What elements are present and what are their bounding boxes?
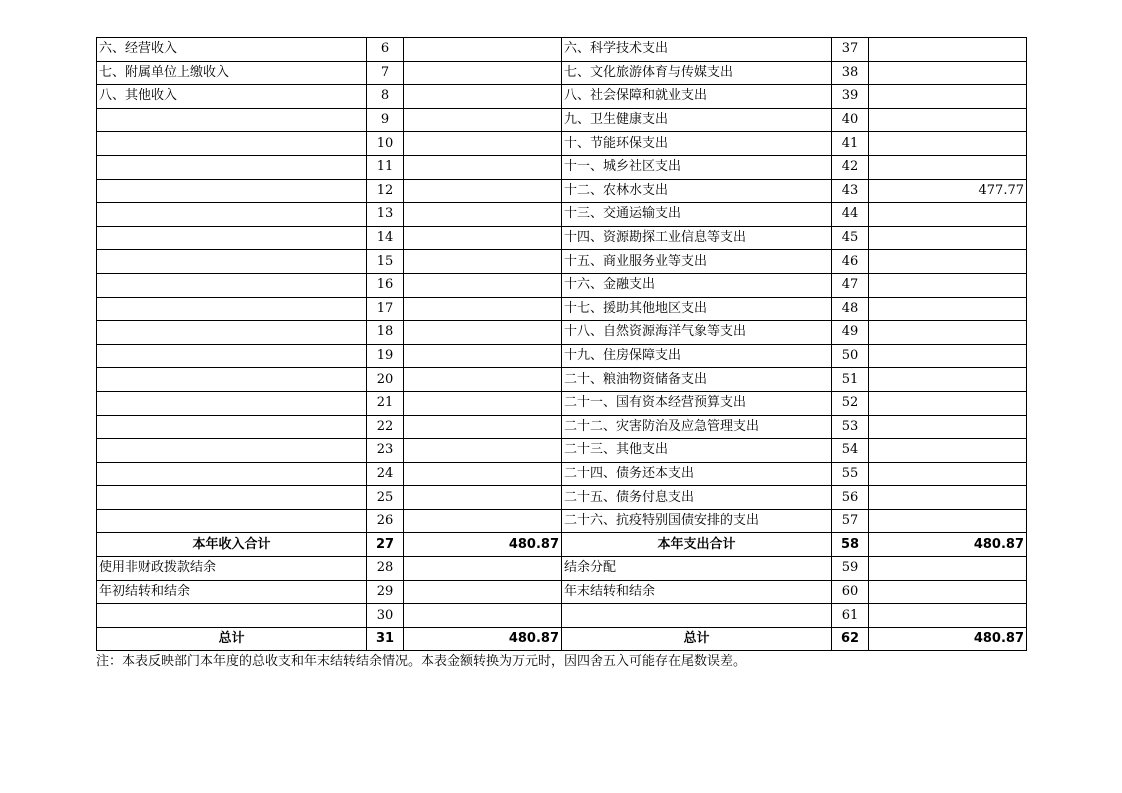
expense-amount-cell bbox=[869, 273, 1027, 297]
income-item-cell bbox=[97, 486, 367, 510]
table-row bbox=[97, 486, 1027, 510]
expense-line-number-cell: 41 bbox=[832, 132, 869, 156]
expense-item-cell: 二十三、其他支出 bbox=[562, 439, 832, 463]
income-line-number-cell: 23 bbox=[367, 439, 404, 463]
income-item-cell bbox=[97, 439, 367, 463]
income-item-cell: 本年收入合计 bbox=[97, 533, 367, 557]
income-amount-cell bbox=[404, 297, 562, 321]
income-item-cell bbox=[97, 108, 367, 132]
income-item-cell bbox=[97, 132, 367, 156]
income-item-cell: 使用非财政拨款结余 bbox=[97, 557, 367, 581]
income-amount-cell bbox=[404, 439, 562, 463]
expense-amount-cell: 480.87 bbox=[869, 533, 1027, 557]
income-item-cell bbox=[97, 604, 367, 628]
expense-amount-cell bbox=[869, 61, 1027, 85]
income-amount-cell bbox=[404, 226, 562, 250]
income-item-cell bbox=[97, 203, 367, 227]
income-line-number-cell: 31 bbox=[367, 627, 404, 651]
expense-line-number-cell: 38 bbox=[832, 61, 869, 85]
income-line-number-cell: 25 bbox=[367, 486, 404, 510]
expense-item-cell: 二十、粮油物资储备支出 bbox=[562, 368, 832, 392]
table-row bbox=[97, 439, 1027, 463]
income-line-number-cell: 10 bbox=[367, 132, 404, 156]
expense-item-cell: 十四、资源勘探工业信息等支出 bbox=[562, 226, 832, 250]
expense-line-number-cell: 42 bbox=[832, 155, 869, 179]
expense-item-cell: 本年支出合计 bbox=[562, 533, 832, 557]
expense-item-cell bbox=[562, 604, 832, 628]
income-amount-cell bbox=[404, 509, 562, 533]
income-item-cell bbox=[97, 344, 367, 368]
income-item-cell: 总计 bbox=[97, 627, 367, 651]
income-amount-cell bbox=[404, 203, 562, 227]
expense-line-number-cell: 58 bbox=[832, 533, 869, 557]
expense-line-number-cell: 62 bbox=[832, 627, 869, 651]
table-row bbox=[97, 226, 1027, 250]
expense-amount-cell bbox=[869, 509, 1027, 533]
income-item-cell bbox=[97, 391, 367, 415]
expense-line-number-cell: 40 bbox=[832, 108, 869, 132]
expense-line-number-cell: 56 bbox=[832, 486, 869, 510]
expense-line-number-cell: 59 bbox=[832, 557, 869, 581]
income-amount-cell bbox=[404, 273, 562, 297]
income-item-cell bbox=[97, 297, 367, 321]
income-item-cell bbox=[97, 368, 367, 392]
expense-line-number-cell: 50 bbox=[832, 344, 869, 368]
expense-line-number-cell: 61 bbox=[832, 604, 869, 628]
income-item-cell bbox=[97, 226, 367, 250]
expense-line-number-cell: 52 bbox=[832, 391, 869, 415]
expense-line-number-cell: 39 bbox=[832, 85, 869, 109]
expense-amount-cell bbox=[869, 486, 1027, 510]
income-line-number-cell: 15 bbox=[367, 250, 404, 274]
table-row bbox=[97, 509, 1027, 533]
income-amount-cell bbox=[404, 580, 562, 604]
total-row bbox=[97, 627, 1027, 651]
table-row bbox=[97, 557, 1027, 581]
expense-item-cell: 十二、农林水支出 bbox=[562, 179, 832, 203]
income-line-number-cell: 30 bbox=[367, 604, 404, 628]
income-line-number-cell: 24 bbox=[367, 462, 404, 486]
income-line-number-cell: 13 bbox=[367, 203, 404, 227]
income-amount-cell bbox=[404, 391, 562, 415]
expense-amount-cell bbox=[869, 344, 1027, 368]
table-row bbox=[97, 391, 1027, 415]
income-item-cell bbox=[97, 509, 367, 533]
expense-item-cell: 总计 bbox=[562, 627, 832, 651]
income-line-number-cell: 22 bbox=[367, 415, 404, 439]
income-item-cell bbox=[97, 250, 367, 274]
income-amount-cell bbox=[404, 108, 562, 132]
table-row bbox=[97, 179, 1027, 203]
expense-line-number-cell: 49 bbox=[832, 321, 869, 345]
expense-line-number-cell: 46 bbox=[832, 250, 869, 274]
income-item-cell bbox=[97, 273, 367, 297]
expense-line-number-cell: 47 bbox=[832, 273, 869, 297]
income-amount-cell bbox=[404, 179, 562, 203]
expense-line-number-cell: 53 bbox=[832, 415, 869, 439]
income-line-number-cell: 19 bbox=[367, 344, 404, 368]
table-row bbox=[97, 61, 1027, 85]
expense-item-cell: 六、科学技术支出 bbox=[562, 38, 832, 62]
expense-amount-cell bbox=[869, 85, 1027, 109]
table-row bbox=[97, 250, 1027, 274]
table-row bbox=[97, 368, 1027, 392]
income-item-cell bbox=[97, 415, 367, 439]
expense-amount-cell: 480.87 bbox=[869, 627, 1027, 651]
expense-item-cell: 七、文化旅游体育与传媒支出 bbox=[562, 61, 832, 85]
expense-amount-cell bbox=[869, 391, 1027, 415]
expense-item-cell: 十九、住房保障支出 bbox=[562, 344, 832, 368]
table-row bbox=[97, 108, 1027, 132]
income-amount-cell bbox=[404, 557, 562, 581]
expense-line-number-cell: 44 bbox=[832, 203, 869, 227]
table-row bbox=[97, 462, 1027, 486]
table-row bbox=[97, 604, 1027, 628]
income-line-number-cell: 6 bbox=[367, 38, 404, 62]
expense-amount-cell bbox=[869, 462, 1027, 486]
expense-item-cell: 八、社会保障和就业支出 bbox=[562, 85, 832, 109]
income-item-cell: 八、其他收入 bbox=[97, 85, 367, 109]
income-amount-cell bbox=[404, 604, 562, 628]
expense-item-cell: 年末结转和结余 bbox=[562, 580, 832, 604]
income-line-number-cell: 26 bbox=[367, 509, 404, 533]
expense-amount-cell bbox=[869, 580, 1027, 604]
expense-line-number-cell: 43 bbox=[832, 179, 869, 203]
expense-item-cell: 十六、金融支出 bbox=[562, 273, 832, 297]
income-line-number-cell: 27 bbox=[367, 533, 404, 557]
income-item-cell bbox=[97, 155, 367, 179]
expense-amount-cell bbox=[869, 38, 1027, 62]
expense-line-number-cell: 45 bbox=[832, 226, 869, 250]
expense-amount-cell bbox=[869, 226, 1027, 250]
income-item-cell: 六、经营收入 bbox=[97, 38, 367, 62]
income-line-number-cell: 16 bbox=[367, 273, 404, 297]
expense-amount-cell bbox=[869, 415, 1027, 439]
expense-item-cell: 十一、城乡社区支出 bbox=[562, 155, 832, 179]
income-amount-cell: 480.87 bbox=[404, 627, 562, 651]
expense-amount-cell bbox=[869, 557, 1027, 581]
table-row bbox=[97, 297, 1027, 321]
income-amount-cell bbox=[404, 38, 562, 62]
income-amount-cell bbox=[404, 344, 562, 368]
expense-item-cell: 十五、商业服务业等支出 bbox=[562, 250, 832, 274]
expense-line-number-cell: 54 bbox=[832, 439, 869, 463]
expense-item-cell: 二十二、灾害防治及应急管理支出 bbox=[562, 415, 832, 439]
income-line-number-cell: 29 bbox=[367, 580, 404, 604]
table-note: 注：本表反映部门本年度的总收支和年末结转结余情况。本表金额转换为万元时，因四舍五入可能存在尾数误差。 bbox=[96, 654, 747, 669]
income-amount-cell bbox=[404, 321, 562, 345]
budget-table bbox=[96, 37, 1027, 651]
expense-line-number-cell: 57 bbox=[832, 509, 869, 533]
income-amount-cell bbox=[404, 415, 562, 439]
income-item-cell: 七、附属单位上缴收入 bbox=[97, 61, 367, 85]
table-row bbox=[97, 321, 1027, 345]
expense-item-cell: 二十一、国有资本经营预算支出 bbox=[562, 391, 832, 415]
income-line-number-cell: 7 bbox=[367, 61, 404, 85]
table-row bbox=[97, 203, 1027, 227]
income-line-number-cell: 14 bbox=[367, 226, 404, 250]
income-amount-cell bbox=[404, 132, 562, 156]
income-item-cell bbox=[97, 462, 367, 486]
expense-amount-cell bbox=[869, 604, 1027, 628]
expense-item-cell: 二十六、抗疫特别国债安排的支出 bbox=[562, 509, 832, 533]
income-amount-cell bbox=[404, 486, 562, 510]
expense-item-cell: 十七、援助其他地区支出 bbox=[562, 297, 832, 321]
expense-item-cell: 十八、自然资源海洋气象等支出 bbox=[562, 321, 832, 345]
table-row bbox=[97, 38, 1027, 62]
income-amount-cell bbox=[404, 155, 562, 179]
expense-amount-cell bbox=[869, 132, 1027, 156]
income-line-number-cell: 11 bbox=[367, 155, 404, 179]
expense-line-number-cell: 55 bbox=[832, 462, 869, 486]
income-item-cell bbox=[97, 179, 367, 203]
expense-line-number-cell: 51 bbox=[832, 368, 869, 392]
income-line-number-cell: 8 bbox=[367, 85, 404, 109]
expense-amount-cell bbox=[869, 203, 1027, 227]
income-line-number-cell: 20 bbox=[367, 368, 404, 392]
expense-amount-cell: 477.77 bbox=[869, 179, 1027, 203]
expense-amount-cell bbox=[869, 250, 1027, 274]
expense-item-cell: 十三、交通运输支出 bbox=[562, 203, 832, 227]
expense-amount-cell bbox=[869, 155, 1027, 179]
expense-item-cell: 二十四、债务还本支出 bbox=[562, 462, 832, 486]
expense-line-number-cell: 60 bbox=[832, 580, 869, 604]
table-row bbox=[97, 132, 1027, 156]
expense-amount-cell bbox=[869, 368, 1027, 392]
income-item-cell: 年初结转和结余 bbox=[97, 580, 367, 604]
income-line-number-cell: 9 bbox=[367, 108, 404, 132]
income-line-number-cell: 18 bbox=[367, 321, 404, 345]
income-amount-cell bbox=[404, 250, 562, 274]
expense-line-number-cell: 37 bbox=[832, 38, 869, 62]
income-amount-cell: 480.87 bbox=[404, 533, 562, 557]
expense-item-cell: 结余分配 bbox=[562, 557, 832, 581]
income-item-cell bbox=[97, 321, 367, 345]
table-row bbox=[97, 155, 1027, 179]
income-line-number-cell: 17 bbox=[367, 297, 404, 321]
income-amount-cell bbox=[404, 462, 562, 486]
table-row bbox=[97, 415, 1027, 439]
income-amount-cell bbox=[404, 61, 562, 85]
table-row bbox=[97, 344, 1027, 368]
table-row bbox=[97, 580, 1027, 604]
income-amount-cell bbox=[404, 85, 562, 109]
expense-line-number-cell: 48 bbox=[832, 297, 869, 321]
expense-amount-cell bbox=[869, 297, 1027, 321]
income-amount-cell bbox=[404, 368, 562, 392]
expense-amount-cell bbox=[869, 321, 1027, 345]
expense-amount-cell bbox=[869, 439, 1027, 463]
income-line-number-cell: 21 bbox=[367, 391, 404, 415]
expense-amount-cell bbox=[869, 108, 1027, 132]
expense-item-cell: 九、卫生健康支出 bbox=[562, 108, 832, 132]
table-row bbox=[97, 85, 1027, 109]
income-line-number-cell: 12 bbox=[367, 179, 404, 203]
income-line-number-cell: 28 bbox=[367, 557, 404, 581]
expense-item-cell: 二十五、债务付息支出 bbox=[562, 486, 832, 510]
expense-item-cell: 十、节能环保支出 bbox=[562, 132, 832, 156]
total-row bbox=[97, 533, 1027, 557]
table-row bbox=[97, 273, 1027, 297]
